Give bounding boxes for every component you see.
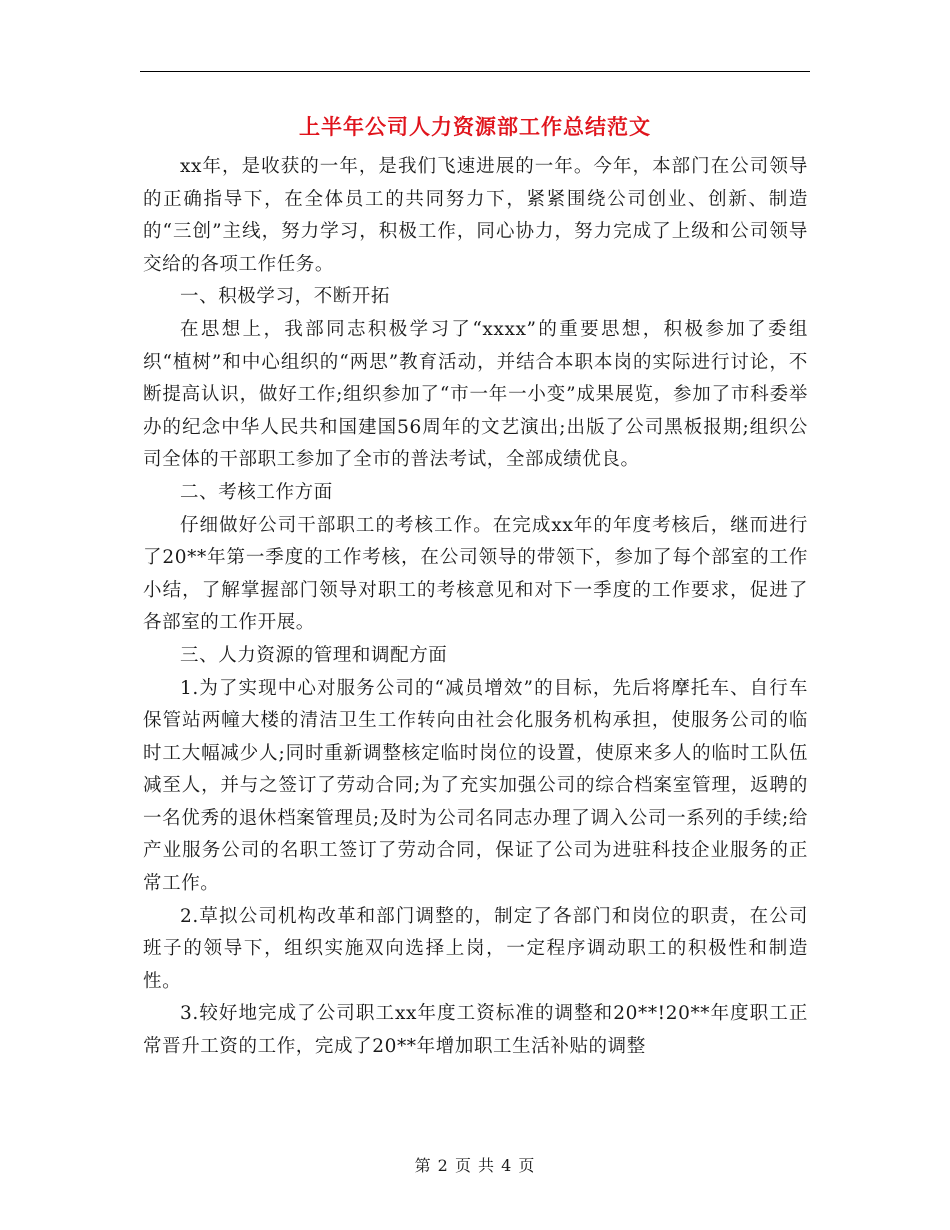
paragraph-item-1: 1.为了实现中心对服务公司的“减员增效”的目标，先后将摩托车、自行车保管站两幢大楼的清洁卫生工作转向由社会化服务机构承担，使服务公司的临时工大幅减少人;同时重新调整核定临时岗位的设置，使原来多人的临时工队伍减至人，并与之签订了劳动合同;为了充实加强公司的综合档案室管理，返聘的一名优秀的退休档案管理员;及时为公司名同志办理了调入公司一系列的手续;给产业服务公司的名职工签订了劳动合同，保证了公司为进驻科技企业服务的正常工作。	[143, 677, 808, 895]
header-rule	[140, 71, 810, 72]
paragraph-item-3: 3.较好地完成了公司职工xx年度工资标准的调整和20**!20**年度职工正常晋升工资的工作，完成了20**年增加职工生活补贴的调整	[143, 1003, 808, 1058]
page-number-footer: 第 2 页 共 4 页	[414, 1156, 536, 1175]
paragraph-intro: xx年，是收获的一年，是我们飞速进展的一年。今年，本部门在公司领导的正确指导下，在全体员工的共同努力下，紧紧围绕公司创业、创新、制造的“三创”主线，努力学习，积极工作，同心协力，努力完成了上级和公司领导交给的各项工作任务。	[143, 156, 808, 275]
paragraph-item-2: 2.草拟公司机构改革和部门调整的，制定了各部门和岗位的职责，在公司班子的领导下，组织实施双向选择上岗，一定程序调动职工的积极性和制造性。	[143, 905, 808, 992]
paragraph-assessment: 仔细做好公司干部职工的考核工作。在完成xx年的年度考核后，继而进行了20**年第一季度的工作考核，在公司领导的带领下，参加了每个部室的工作小结，了解掌握部门领导对职工的考核意见和对下一季度的工作要求，促进了各部室的工作开展。	[143, 514, 808, 634]
document-title: 上半年公司人力资源部工作总结范文	[299, 115, 651, 139]
paragraph-study: 在思想上，我部同志积极学习了“xxxx”的重要思想，积极参加了委组织“植树”和中心组织的“两思”教育活动，并结合本职本岗的实际进行讨论，不断提高认识，做好工作;组织参加了“市一年一小变”成果展览，参加了市科委举办的纪念中华人民共和国建国56周年的文艺演出;出版了公司黑板报期;组织公司全体的干部职工参加了全市的普法考试，全部成绩优良。	[143, 318, 808, 471]
section-heading-3: 三、人力资源的管理和调配方面	[180, 644, 448, 666]
section-heading-1: 一、积极学习，不断开拓	[180, 286, 391, 308]
document-body	[143, 151, 808, 1064]
section-heading-2: 二、考核工作方面	[180, 481, 333, 503]
